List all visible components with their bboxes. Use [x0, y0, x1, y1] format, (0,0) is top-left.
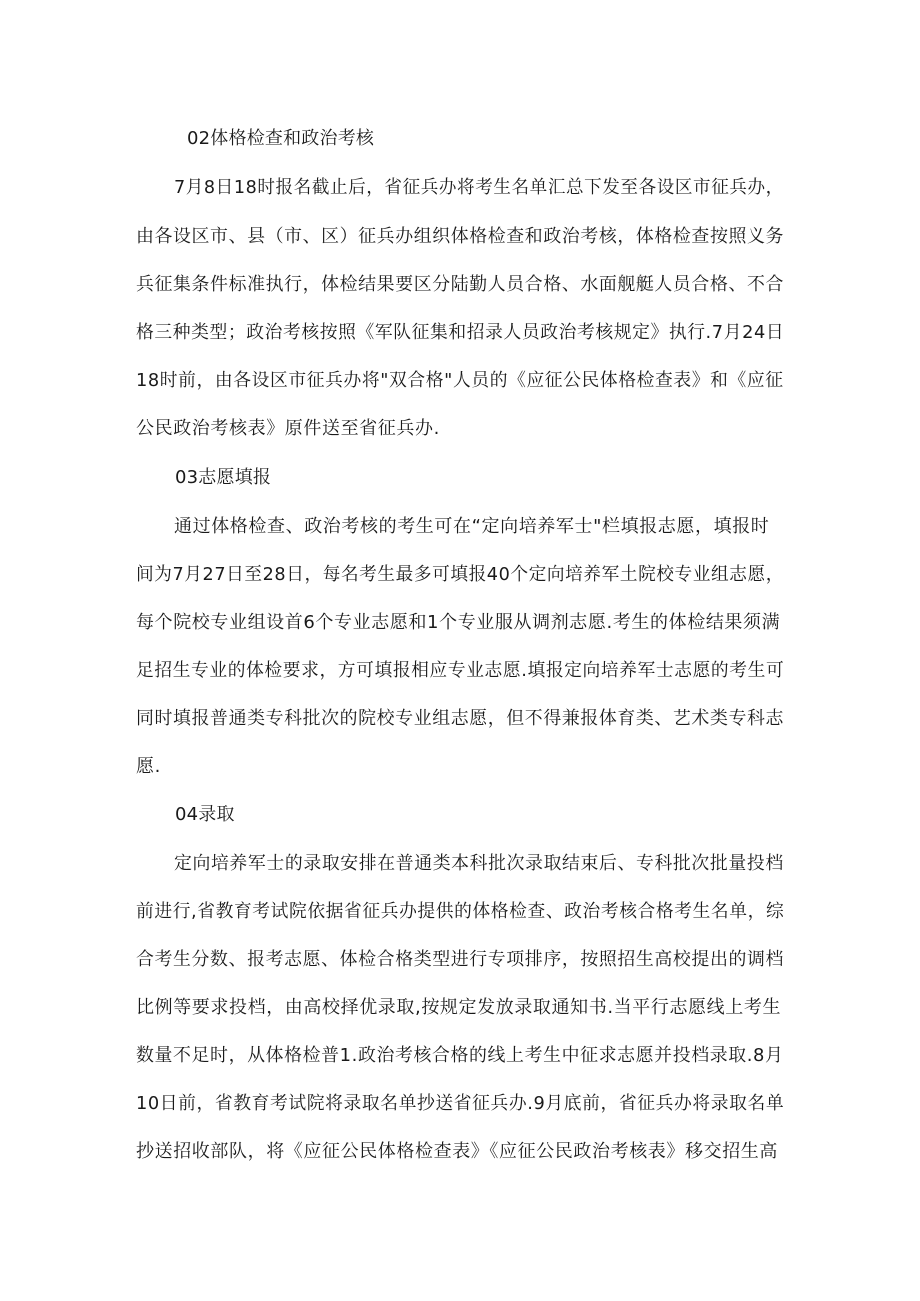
paragraph-line: 前进行,省教育考试院依据省征兵办提供的体格检查、政治考核合格考生名单，综: [136, 901, 785, 922]
section-heading: 02体格检查和政治考核: [187, 128, 375, 149]
paragraph-line: 比例等要求投档，由高校择优录取,按规定发放录取通知书.当平行志愿线上考生: [136, 997, 782, 1018]
paragraph-line: 格三种类型；政治考核按照《军队征集和招录人员政治考核规定》执行.7月24日: [136, 322, 785, 343]
paragraph-line: 定向培养军士的录取安排在普通类本科批次录取结束后、专科批次批量投档: [174, 853, 784, 874]
paragraph-line: 同时填报普通类专科批次的院校专业组志愿，但不得兼报体育类、艺术类专科志: [136, 708, 785, 729]
paragraph-line: 10日前，省教育考试院将录取名单抄送省征兵办.9月底前，省征兵办将录取名单: [136, 1093, 785, 1114]
paragraph-line: 18时前，由各设区市征兵办将"双合格"人员的《应征公民体格检查表》和《应征: [136, 370, 784, 391]
paragraph-line: 愿.: [136, 756, 161, 777]
paragraph-line: 合考生分数、报考志愿、体检合格类型进行专项排序，按照招生高校提出的调档: [136, 949, 785, 970]
paragraph-line: 公民政治考核表》原件送至省征兵办.: [136, 418, 440, 439]
section-heading: 04录取: [175, 804, 235, 825]
paragraph-line: 7月8日18时报名截止后，省征兵办将考生名单汇总下发至各设区市征兵办，: [174, 177, 784, 198]
paragraph-line: 足招生专业的体检要求，方可填报相应专业志愿.填报定向培养军士志愿的考生可: [136, 660, 785, 681]
paragraph-line: 由各设区市、县（市、区）征兵办组织体格检查和政治考核，体格检查按照义务: [136, 226, 785, 247]
paragraph-line: 兵征集条件标准执行，体检结果要区分陆勤人员合格、水面舰艇人员合格、不合: [136, 274, 785, 295]
paragraph-line: 抄送招收部队，将《应征公民体格检查表》《应征公民政治考核表》移交招生高: [136, 1141, 778, 1162]
paragraph-line: 间为7月27日至28日，每名考生最多可填报40个定向培养军土院校专业组志愿，: [136, 564, 784, 585]
section-heading: 03志愿填报: [175, 467, 272, 488]
paragraph-line: 每个院校专业组设首6个专业志愿和1个专业服从调剂志愿.考生的体检结果须满: [136, 612, 781, 633]
paragraph-line: 通过体格检查、政治考核的考生可在“定向培养军士"栏填报志愿，填报时: [174, 516, 770, 537]
paragraph-line: 数量不足时，从体格检普1.政治考核合格的线上考生中征求志愿并投档录取.8月: [136, 1045, 784, 1066]
